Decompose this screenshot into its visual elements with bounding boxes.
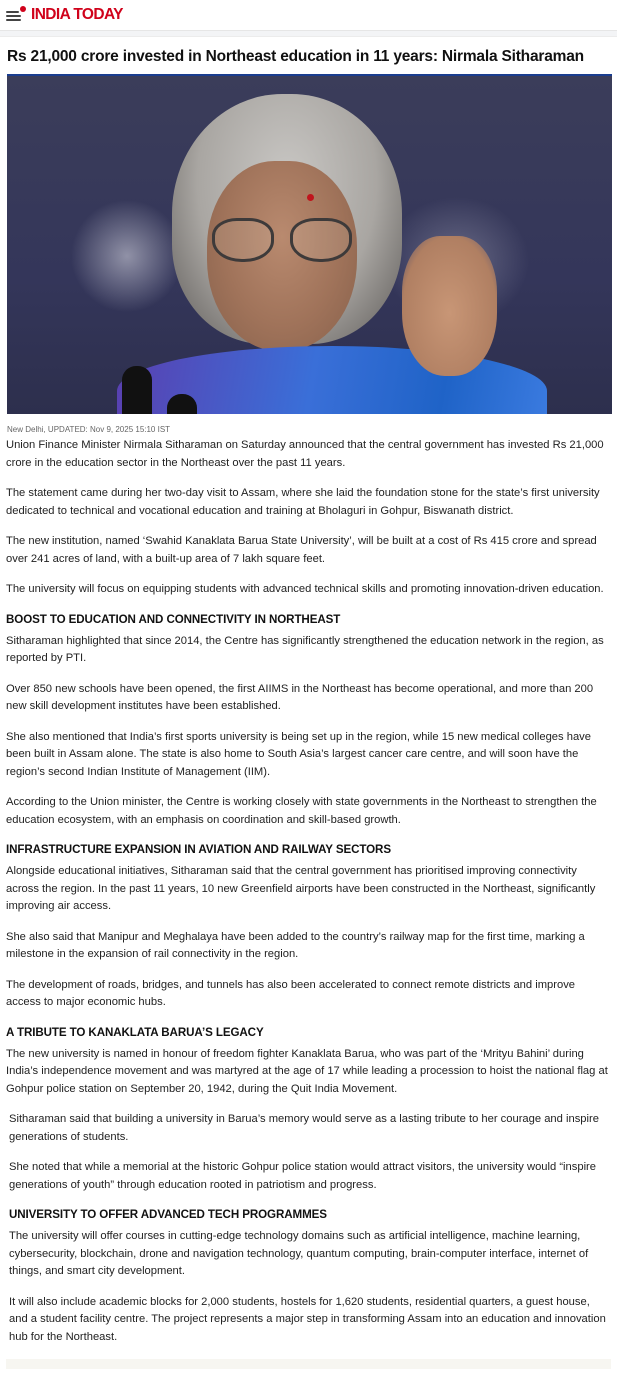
notification-dot-icon — [20, 6, 26, 12]
microphone-icon — [167, 394, 197, 414]
hero-image-glasses-left — [212, 218, 274, 262]
article-paragraph: According to the Union minister, the Centre is working closely with state governments in the Northeast to strengthen the education ecosystem, with an emphasis on coordination and skill-based growth. — [6, 796, 597, 826]
article-paragraph: Sitharaman said that building a university in Barua’s memory would serve as a lasting tribute to her courage and inspire generations of students. — [9, 1113, 599, 1143]
section-heading: A TRIBUTE TO KANAKLATA BARUA’S LEGACY — [6, 1025, 264, 1039]
article-paragraph: The new institution, named ‘Swahid Kanaklata Barua State University’, will be built at a cost of Rs 415 crore and spread over 241 acres of land, with a built-up area of 7 lakh square feet. — [6, 535, 597, 565]
article-paragraph: She noted that while a memorial at the historic Gohpur police station would attract visitors, the university would “inspire generations of youth” through education rooted in patriotism and progress. — [9, 1161, 597, 1191]
hero-image-hand-gesture — [402, 236, 497, 376]
article-paragraph: She also said that Manipur and Meghalaya have been added to the country’s railway map for the first time, marking a milestone in the expansion of rail connectivity in the region. — [6, 930, 585, 960]
article-paragraph: Sitharaman highlighted that since 2014, the Centre has significantly strengthened the education network in the region, as reported by PTI. — [6, 634, 604, 664]
article-paragraph: She also mentioned that India’s first sports university is being set up in the region, while 15 new medical colleges have been built in Assam alone. The state is also home to South Asia’s largest cancer care centre, and will soon have the region’s second Indian Institute of Management (IIM). — [6, 730, 591, 778]
section-heading: INFRASTRUCTURE EXPANSION IN AVIATION AND RAILWAY SECTORS — [6, 843, 391, 856]
microphone-icon — [122, 366, 152, 414]
section-heading: UNIVERSITY TO OFFER ADVANCED TECH PROGRAMMES — [9, 1208, 327, 1221]
article-paragraph: The statement came during her two-day visit to Assam, where she laid the foundation stone for the state’s first university dedicated to technical and vocational education and training at Bholaguri in Gohpur, Biswanath district. — [6, 487, 600, 517]
article-paragraph: The university will offer courses in cutting-edge technology domains such as artificial intelligence, machine learning, cybersecurity, blockchain, drone and navigation technology, quantum computing, brain-computer interface, internet of things, and smart city development. — [9, 1230, 589, 1277]
article-paragraph: The university will focus on equipping students with advanced technical skills and promoting innovation-driven education. — [6, 583, 604, 595]
article-paragraph: Alongside educational initiatives, Sitharaman said that the central government has prioritised improving connectivity across the region. In the past 11 years, 10 new Greenfield airports have been constructed in the Northeast, significantly improving air access. — [6, 865, 596, 912]
hamburger-menu-icon[interactable] — [6, 8, 22, 22]
article-footer-band — [6, 1359, 611, 1369]
article-paragraph: The new university is named in honour of freedom fighter Kanaklata Barua, who was part of the ‘Mrityu Bahini’ during India’s independence movement and was martyred at the age of 17 while leading a procession to hoist the national flag at Gohpur police station on September 20, 1942, during the Quit India Movement. — [6, 1047, 608, 1095]
site-header — [0, 0, 617, 31]
article-body — [0, 437, 617, 1346]
article-paragraph: It will also include academic blocks for 2,000 students, hostels for 1,620 students, residential quarters, a guest house, and a student facility centre. The project represents a major step in transforming Assam into an education and innovation hub for the Northeast. — [9, 1295, 606, 1343]
article-paragraph: The development of roads, bridges, and tunnels has also been accelerated to connect remote districts and improve access to major economic hubs. — [6, 978, 576, 1008]
section-heading: BOOST TO EDUCATION AND CONNECTIVITY IN NORTHEAST — [6, 612, 341, 626]
hero-image-bindi — [307, 194, 314, 201]
article-paragraph: Union Finance Minister Nirmala Sitharaman on Saturday announced that the central government has invested Rs 21,000 crore in the education sector in the Northeast over the past 11 years. — [6, 439, 604, 469]
article-paragraph: Over 850 new schools have been opened, the first AIIMS in the Northeast has become operational, and more than 200 new skill development institutes have been established. — [6, 682, 594, 712]
hero-image-glasses-right — [290, 218, 352, 262]
article-dateline — [0, 414, 617, 437]
dateline-location: New Delhi, — [7, 425, 46, 434]
dateline-updated: UPDATED: Nov 9, 2025 15:10 IST — [47, 425, 171, 434]
article-headline: Rs 21,000 crore invested in Northeast education in 11 years: Nirmala Sitharaman — [7, 48, 584, 65]
india-today-logo[interactable]: INDIA TODAY — [31, 6, 123, 23]
hero-image — [7, 74, 612, 414]
